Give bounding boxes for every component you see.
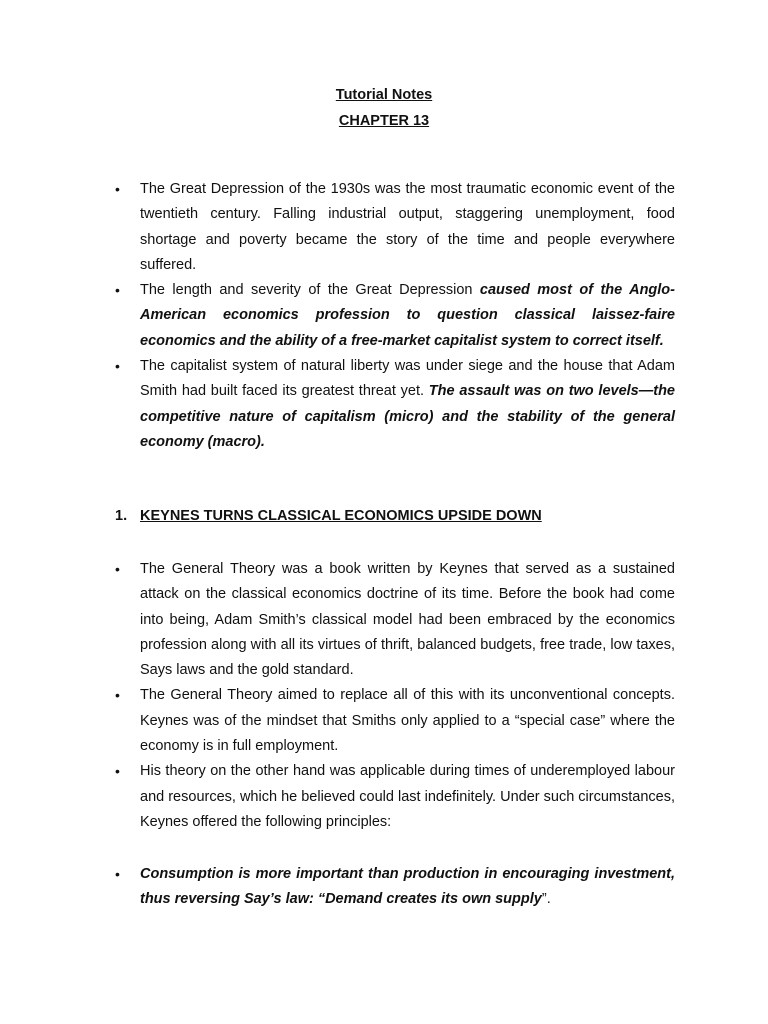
- bullet-text: The General Theory was a book written by Keynes that served as a sustained attack on the classical economics doctrine of its time. Before the book had come into being, Adam Smith’s classical model had been embraced by the economics profession along with all its virtues of thrift, balanced budgets, free trade, low taxes, Says laws and the gold standard.: [140, 561, 675, 679]
- bullet-icon: •: [115, 561, 120, 577]
- section-bullet-list: [0, 557, 768, 835]
- list-item: [0, 557, 675, 683]
- principles-list: [0, 862, 768, 913]
- document-title: Tutorial Notes: [335, 87, 433, 103]
- bullet-icon: •: [115, 181, 120, 197]
- bullet-text: The General Theory aimed to replace all of this with its unconventional concepts. Keynes was of the mindset that Smiths only applied to a “special case” where the economy is in full employment.: [140, 687, 675, 755]
- section-heading-text: KEYNES TURNS CLASSICAL ECONOMICS UPSIDE DOWN: [140, 508, 542, 524]
- principle-emphasis: Consumption is more important than production in encouraging investment, thus reversing Say’s law: “Demand creates its own supply: [140, 866, 675, 908]
- intro-bullet-list: [0, 177, 768, 455]
- principle-tail: ”.: [541, 891, 551, 908]
- bullet-text: His theory on the other hand was applicable during times of underemployed labour and resources, which he believed could last indefinitely. Under such circumstances, Keynes offered the following principles:: [140, 763, 675, 830]
- list-item: [0, 862, 675, 913]
- section-number: 1.: [115, 508, 128, 524]
- bullet-text: The Great Depression of the 1930s was the most traumatic economic event of the twentieth century. Falling industrial output, staggering unemployment, food shortage and poverty became the story of the time and people everywhere suffered.: [140, 181, 675, 273]
- chapter-title: CHAPTER 13: [338, 113, 430, 129]
- bullet-icon: •: [115, 282, 120, 299]
- list-item: [0, 177, 675, 278]
- list-item: [0, 278, 675, 354]
- bullet-icon: •: [115, 687, 120, 704]
- bullet-emphasis: caused most of the Anglo-American economics profession to question classical laissez-faire economics and the ability of a free-market capitalist system to correct itself.: [140, 282, 675, 349]
- bullet-text: The capitalist system of natural liberty was under siege and the house that Adam Smith had built faced its greatest threat yet.: [140, 358, 675, 400]
- bullet-icon: •: [115, 866, 120, 882]
- list-item: [0, 354, 675, 455]
- bullet-icon: •: [115, 763, 120, 780]
- bullet-emphasis: The assault was on two levels—the competitive nature of capitalism (micro) and the stability of the general economy (macro).: [140, 383, 675, 450]
- bullet-icon: •: [115, 358, 120, 375]
- list-item: [0, 683, 675, 759]
- list-item: [0, 759, 675, 835]
- bullet-text: The length and severity of the Great Depression: [140, 282, 480, 299]
- section-heading: [115, 508, 542, 524]
